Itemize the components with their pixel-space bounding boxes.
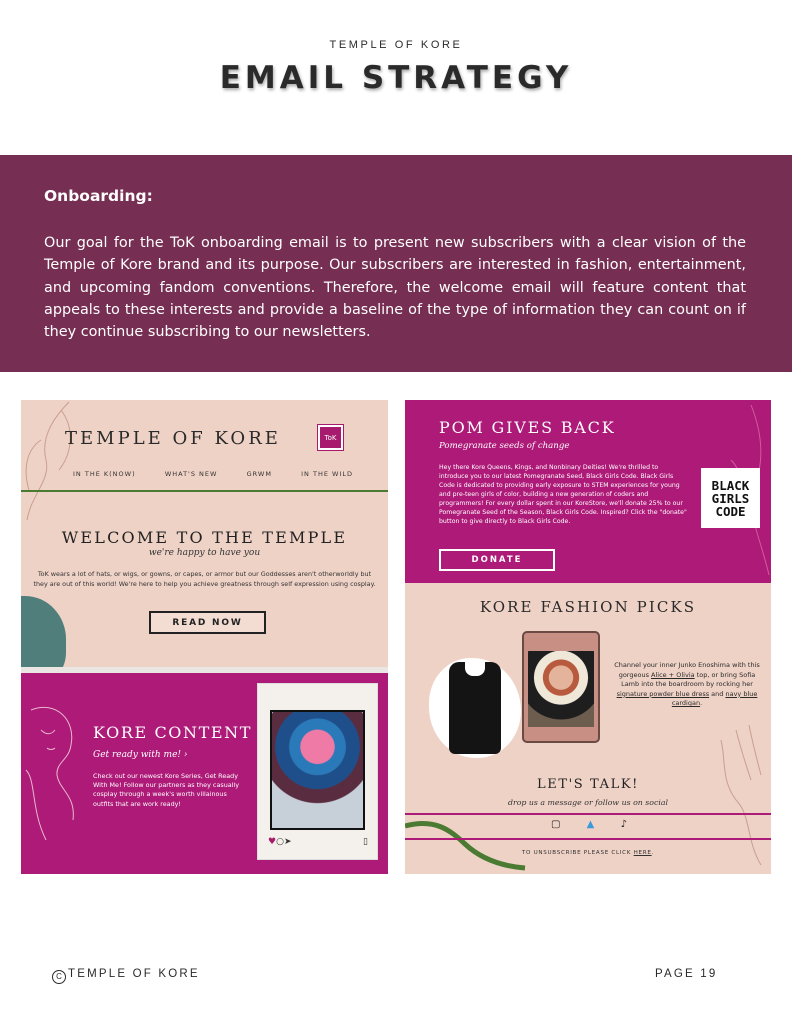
email-brand-title: TEMPLE OF KORE	[65, 428, 281, 449]
kore-content-title: KORE CONTENT	[93, 723, 253, 742]
share-icon[interactable]: ➤	[283, 837, 292, 847]
green-vine-decoration	[405, 816, 545, 874]
fashion-picks-text: Channel your inner Junko Enoshima with this gorgeous Alice + Olivia top, or bring Sofia Lamb into the boardroom by rocking her signature powder blue dress and navy blue cardigan.	[614, 661, 760, 708]
post-actions	[268, 837, 368, 847]
fashion-picks-title: KORE FASHION PICKS	[479, 598, 697, 616]
nav-item-in-the-know[interactable]: IN THE K(NOW)	[73, 470, 136, 478]
campaign-email-mockup	[405, 400, 771, 874]
pom-subtitle: Pomegranate seeds of change	[439, 441, 570, 451]
nav-item-in-the-wild[interactable]: IN THE WILD	[301, 470, 353, 478]
comment-icon[interactable]: ○	[276, 837, 284, 847]
footer-brand: C TEMPLE OF KORE	[52, 968, 200, 984]
page-title: EMAIL STRATEGY	[219, 60, 573, 96]
lets-talk-subtitle: drop us a message or follow us on social	[508, 798, 668, 807]
social-divider-top	[405, 813, 771, 815]
black-girls-code-logo: BLACK GIRLS CODE	[701, 468, 760, 528]
heart-icon[interactable]: ♥	[268, 837, 277, 847]
onboarding-body: Our goal for the ToK onboarding email is to present new subscribers with a clear vision of the Temple of Kore brand and its purpose. Our subscribers are interested in fashion, entertainment, and upcoming fandom conventions. Therefore, the welcome email will feature content that appeals to these interests and provide a baseline of the type of information they can count on if they continue subscribing to our newsletters.	[44, 235, 746, 341]
welcome-email-mockup	[21, 400, 388, 874]
chevron-right-icon: ›	[183, 750, 188, 760]
email-nav	[73, 470, 353, 478]
unsubscribe-text: TO UNSUBSCRIBE PLEASE CLICK HERE.	[521, 850, 655, 856]
nav-item-grwm[interactable]: GRWM	[246, 470, 272, 478]
kore-content-text: Check out our newest Kore Series, Get Ready With Me! Follow our partners as they casually cosplay through a week's worth villainous outfits that are work ready!	[93, 772, 239, 808]
lets-talk-title: LET'S TALK!	[537, 777, 639, 792]
powder-blue-dress-link[interactable]: signature powder blue dress	[616, 689, 710, 698]
welcome-heading: WELCOME TO THE TEMPLE	[61, 528, 348, 547]
social-divider-bottom	[405, 838, 771, 840]
line-art-hand-right-icon	[691, 720, 771, 870]
onboarding-heading: Onboarding:	[44, 187, 153, 205]
instagram-icon[interactable]: ▢	[551, 819, 561, 830]
unsubscribe-link[interactable]: HERE	[633, 850, 652, 856]
tiktok-icon[interactable]: ♪	[620, 819, 627, 830]
page-number: PAGE 19	[655, 968, 718, 980]
pom-gives-back-title: POM GIVES BACK	[439, 418, 616, 437]
cosplay-photo	[270, 710, 365, 830]
outfit-collar	[465, 662, 485, 676]
page-kicker: TEMPLE OF KORE	[329, 39, 463, 51]
phone-photo	[528, 651, 594, 727]
social-links	[551, 819, 627, 830]
twitter-icon[interactable]: ▲	[586, 819, 595, 830]
alice-olivia-link[interactable]: Alice + Olivia	[651, 670, 695, 679]
welcome-blurb: ToK wears a lot of hats, or wigs, or gowns, or capes, or armor but our Goddesses aren't otherworldly but they are out of this world! We're here to help you achieve greatness through self expression using cosplay.	[33, 570, 376, 588]
read-now-button[interactable]: READ NOW	[149, 611, 266, 634]
line-art-face-icon	[21, 700, 91, 850]
kore-content-subtitle[interactable]: Get ready with me! ›	[93, 750, 188, 760]
pom-text: Hey there Kore Queens, Kings, and Nonbinary Deities! We're thrilled to introduce you to our latest Pomegranate Seed, Black Girls Code. Black Girls Code is dedicated to providing early exposure to STEM experiences for young and pre-teen girls of color, building a new generation of coders and programmers! For every dollar spent in our KoreStore, we'll donate 25% to our Pomegranate Seed of the Season, Black Girls Code. Inspired? Click the "donate" button to give directly to Black Girls Code.	[439, 464, 687, 525]
copyright-icon: C	[52, 970, 66, 984]
bookmark-icon[interactable]: ▯	[363, 837, 368, 847]
onboarding-section	[0, 155, 792, 372]
donate-button[interactable]: DONATE	[439, 549, 555, 571]
divider-rule	[21, 490, 388, 492]
navy-cardigan-link[interactable]: navy blue cardigan	[671, 689, 758, 708]
tok-logo-icon: ToK	[318, 425, 343, 450]
welcome-tagline: we're happy to have you	[148, 548, 261, 558]
nav-item-whats-new[interactable]: WHAT'S NEW	[164, 470, 218, 478]
